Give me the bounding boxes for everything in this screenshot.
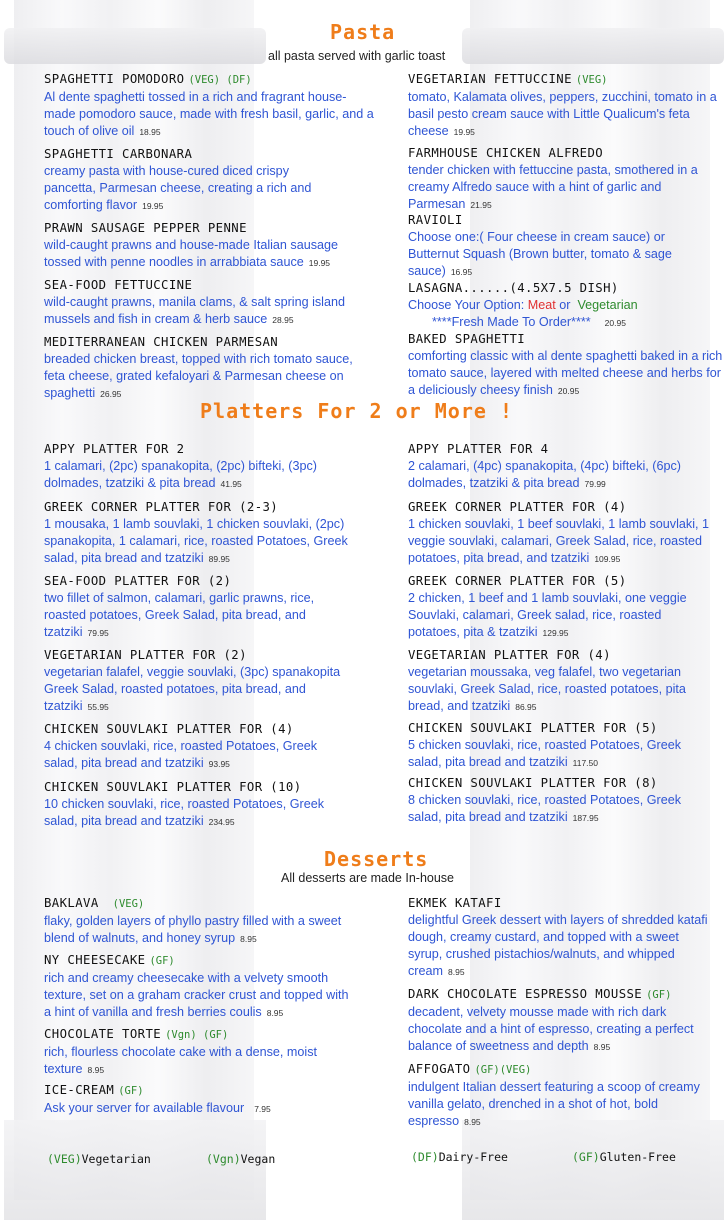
- item-price: 7.95: [254, 1104, 271, 1114]
- legend-gluten-free: [572, 1150, 676, 1164]
- legend-code: (VEG): [47, 1152, 82, 1166]
- item-name: VEGETARIAN FETTUCCINE: [408, 72, 572, 86]
- item-description: breaded chicken breast, topped with rich tomato sauce, feta cheese, grated kefaloyari & Parmesan cheese on spaghetti: [44, 352, 353, 400]
- menu-item: [44, 71, 374, 141]
- item-name: CHICKEN SOUVLAKI PLATTER FOR (10): [44, 780, 302, 794]
- item-description: 4 chicken souvlaki, rice, roasted Potatoes, Greek salad, pita bread and tzatziki: [44, 739, 317, 770]
- item-name: AFFOGATO: [408, 1062, 471, 1076]
- item-name: SPAGHETTI CARBONARA: [44, 147, 193, 161]
- item-description: flaky, golden layers of phyllo pastry filled with a sweet blend of walnuts, and honey syrup: [44, 914, 342, 945]
- item-price: 18.95: [139, 127, 161, 137]
- menu-item-lasagna: [408, 280, 723, 332]
- item-description: 8 chicken souvlaki, rice, roasted Potatoes, Greek salad, pita bread and tzatziki: [408, 793, 681, 824]
- item-price: 79.95: [87, 628, 109, 638]
- item-name: SEA-FOOD FETTUCCINE: [44, 278, 193, 292]
- legend-code: (Vgn): [206, 1152, 241, 1166]
- item-price: 41.95: [220, 479, 242, 489]
- item-description: 10 chicken souvlaki, rice, roasted Potatoes, Greek salad, pita bread and tzatziki: [44, 797, 325, 828]
- item-name: CHICKEN SOUVLAKI PLATTER FOR (5): [408, 721, 658, 735]
- legend-label: Vegetarian: [81, 1152, 151, 1166]
- item-description: tender chicken with fettuccine pasta, smothered in a creamy Alfredo sauce with a hint of garlic and Parmesan: [408, 163, 698, 211]
- item-price: 20.95: [604, 318, 626, 328]
- menu-item: [44, 1082, 384, 1118]
- menu-item: [408, 1061, 728, 1131]
- diet-tag: (GF): [646, 989, 672, 1001]
- item-price: 8.95: [87, 1065, 105, 1075]
- item-name: SEA-FOOD PLATTER FOR (2): [44, 574, 232, 588]
- diet-tag: (GF): [118, 1085, 144, 1097]
- item-description: vegetarian moussaka, veg falafel, two vegetarian souvlaki, Greek Salad, rice, roasted potatoes, pita bread, and tzatziki: [408, 665, 686, 713]
- item-name: DARK CHOCOLATE ESPRESSO MOUSSE: [408, 987, 643, 1001]
- menu-item: [408, 145, 728, 214]
- item-price: 79.99: [584, 479, 606, 489]
- item-description: 1 mousaka, 1 lamb souvlaki, 1 chicken souvlaki, (2pc) spanakopita, 1 calamari, rice, roasted Potatoes, Greek salad, pita bread and tzatziki: [44, 517, 348, 565]
- option-meat: Meat: [527, 298, 556, 312]
- item-name: RAVIOLI: [408, 213, 463, 227]
- menu-item: [408, 331, 728, 400]
- menu-item: [44, 277, 364, 329]
- item-price: 21.95: [470, 200, 492, 210]
- menu-item: [44, 721, 344, 773]
- item-price: 8.95: [266, 1008, 284, 1018]
- item-description: rich, flourless chocolate cake with a dense, moist texture: [44, 1045, 317, 1076]
- menu-item: [408, 775, 708, 827]
- item-name: APPY PLATTER FOR 4: [408, 442, 549, 456]
- legend-code: (DF): [411, 1150, 439, 1164]
- legend-dairy-free: [411, 1150, 508, 1164]
- item-description: decadent, velvety mousse made with rich dark chocolate and a hint of espresso, creating a perfect balance of sweetness and depth: [408, 1005, 694, 1053]
- item-price: 234.95: [208, 817, 235, 827]
- menu-item: [408, 895, 708, 981]
- item-price: 8.95: [448, 967, 465, 977]
- item-price: 117.50: [572, 758, 598, 768]
- platters-heading: Platters For 2 or More !: [200, 399, 513, 423]
- item-name: BAKED SPAGHETTI: [408, 332, 526, 346]
- item-price: 26.95: [100, 389, 122, 399]
- diet-tag: (VEG): [112, 898, 145, 910]
- menu-item: [408, 499, 728, 568]
- item-name: APPY PLATTER FOR 2: [44, 442, 185, 456]
- item-description: wild-caught prawns, manila clams, & salt spring island mussels and fish in cream & herb sauce: [44, 295, 345, 326]
- item-price: 109.95: [594, 554, 621, 564]
- diet-tag: (GF)(VEG): [474, 1064, 532, 1076]
- legend-vegan: [206, 1152, 275, 1166]
- item-price: 28.95: [272, 315, 294, 325]
- item-price: 8.95: [240, 934, 257, 944]
- menu-item: [408, 212, 708, 281]
- menu-item: [408, 71, 723, 141]
- legend-label: Dairy-Free: [438, 1150, 508, 1164]
- column-base-left: [4, 1120, 266, 1220]
- menu-item: [408, 720, 708, 772]
- item-name: SPAGHETTI POMODORO: [44, 72, 185, 86]
- option-vegetarian: Vegetarian: [577, 298, 638, 312]
- item-description: Al dente spaghetti tossed in a rich and fragrant house-made pomodoro sauce, made with fresh basil, garlic, and a touch of olive oil: [44, 90, 374, 138]
- menu-item: [44, 334, 354, 403]
- menu-item: [408, 986, 723, 1056]
- item-description: comforting classic with al dente spaghetti baked in a rich tomato sauce, layered with melted cheese and herbs for a deliciously cheesy finish: [408, 349, 723, 397]
- menu-item: [44, 779, 349, 831]
- item-description: two fillet of salmon, calamari, garlic prawns, rice, roasted potatoes, Greek Salad, pita bread, and tzatziki: [44, 591, 315, 639]
- item-price: 8.95: [464, 1117, 481, 1127]
- item-price: 187.95: [572, 813, 599, 823]
- diet-tag: (GF): [149, 955, 175, 967]
- item-price: 55.95: [87, 702, 109, 712]
- pasta-heading: Pasta: [330, 20, 396, 44]
- item-name: PRAWN SAUSAGE PEPPER PENNE: [44, 221, 247, 235]
- menu-item: [44, 573, 344, 642]
- item-price: 20.95: [557, 386, 580, 396]
- item-description: 1 calamari, (2pc) spanakopita, (2pc) bifteki, (3pc) dolmades, tzatziki & pita bread: [44, 459, 317, 490]
- legend-label: Gluten-Free: [599, 1150, 676, 1164]
- item-price: 129.95: [542, 628, 569, 638]
- item-price: 19.95: [308, 258, 331, 268]
- item-description: rich and creamy cheesecake with a velvety smooth texture, set on a graham cracker crust and topped with a hint of vanilla and fresh berries coulis: [44, 971, 349, 1019]
- item-name: GREEK CORNER PLATTER FOR (4): [408, 500, 627, 514]
- menu-item: [44, 895, 344, 948]
- menu-item: [408, 573, 708, 642]
- fresh-made-note: ****Fresh Made To Order****: [432, 315, 591, 329]
- legend-label: Vegan: [240, 1152, 276, 1166]
- item-description: tomato, Kalamata olives, peppers, zucchini, tomato in a basil pesto cream sauce with Little Qualicum's feta cheese: [408, 90, 717, 138]
- item-name: NY CHEESECAKE: [44, 953, 146, 967]
- item-name: EKMEK KATAFI: [408, 896, 502, 910]
- column-capital-left: [4, 28, 266, 64]
- menu-item: [408, 647, 713, 716]
- diet-tag: (VEG) (DF): [188, 74, 252, 86]
- menu-item: [44, 647, 369, 716]
- item-name: GREEK CORNER PLATTER FOR (5): [408, 574, 627, 588]
- item-name: CHICKEN SOUVLAKI PLATTER FOR (4): [44, 722, 294, 736]
- item-name: ICE-CREAM: [44, 1083, 115, 1097]
- menu-item: [44, 952, 354, 1022]
- item-name: MEDITERRANEAN CHICKEN PARMESAN: [44, 335, 279, 349]
- item-description: delightful Greek dessert with layers of shredded katafi dough, creamy custard, and topped with a sweet syrup, crushed pistachios/walnuts, and whipped cream: [408, 913, 708, 978]
- item-description: 5 chicken souvlaki, rice, roasted Potatoes, Greek salad, pita bread and tzatziki: [408, 738, 681, 769]
- column-capital-right: [462, 28, 724, 64]
- choose-option-label: Choose Your Option:: [408, 298, 525, 312]
- item-name: CHOCOLATE TORTE: [44, 1027, 162, 1041]
- item-price: 89.95: [208, 554, 230, 564]
- item-name: FARMHOUSE CHICKEN ALFREDO: [408, 146, 604, 160]
- desserts-heading: Desserts: [324, 847, 429, 871]
- item-name: LASAGNA......(4.5X7.5 DISH): [408, 281, 619, 295]
- item-price: 19.95: [142, 201, 164, 211]
- item-description: 1 chicken souvlaki, 1 beef souvlaki, 1 lamb souvlaki, 1 veggie souvlaki, calamari, Greek Salad, rice, roasted potatoes, pita bread, and tzatziki: [408, 517, 710, 565]
- item-description: vegetarian falafel, veggie souvlaki, (3pc) spanakopita Greek Salad, roasted potatoes, pita bread, and tzatziki: [44, 665, 341, 713]
- legend-vegetarian: [47, 1152, 151, 1166]
- item-name: VEGETARIAN PLATTER FOR (4): [408, 648, 611, 662]
- menu-item: [44, 441, 364, 493]
- item-name: CHICKEN SOUVLAKI PLATTER FOR (8): [408, 776, 658, 790]
- pasta-subtitle: all pasta served with garlic toast: [268, 49, 446, 63]
- item-name: GREEK CORNER PLATTER FOR (2-3): [44, 500, 279, 514]
- column-base-right: [462, 1120, 724, 1220]
- item-price: 86.95: [515, 702, 537, 712]
- menu-item: [44, 1026, 349, 1079]
- menu-item: [44, 499, 369, 568]
- item-description: creamy pasta with house-cured diced crispy pancetta, Parmesan cheese, creating a rich and comforting flavor: [44, 164, 312, 212]
- legend-code: (GF): [572, 1150, 600, 1164]
- item-description: Ask your server for available flavour: [44, 1101, 245, 1115]
- item-price: 16.95: [450, 267, 473, 277]
- item-price: 93.95: [208, 759, 230, 769]
- item-name: VEGETARIAN PLATTER FOR (2): [44, 648, 247, 662]
- diet-tag: (VEG): [575, 74, 608, 86]
- item-description: 2 calamari, (4pc) spanakopita, (4pc) bifteki, (6pc) dolmades, tzatziki & pita bread: [408, 459, 681, 490]
- item-description: Choose one:( Four cheese in cream sauce) or Butternut Squash (Brown butter, tomato & sage sauce): [408, 230, 672, 278]
- item-name: BAKLAVA: [44, 896, 99, 910]
- diet-tag: (Vgn) (GF): [165, 1029, 229, 1041]
- item-description: 2 chicken, 1 beef and 1 lamb souvlaki, one veggie Souvlaki, calamari, Greek salad, rice, roasted potatoes, pita & tzatziki: [408, 591, 687, 639]
- menu-item: [408, 441, 713, 493]
- menu-item: [44, 146, 344, 215]
- menu-item: [44, 220, 374, 272]
- desserts-subtitle: All desserts are made In-house: [281, 871, 455, 885]
- item-price: 19.95: [453, 127, 475, 137]
- item-description: wild-caught prawns and house-made Italian sausage tossed with penne noodles in arrabbiata sauce: [44, 238, 339, 269]
- item-description: indulgent Italian dessert featuring a scoop of creamy vanilla gelato, drenched in a shot of hot, bold espresso: [408, 1080, 700, 1128]
- item-price: 8.95: [593, 1042, 611, 1052]
- option-or: or: [559, 298, 571, 312]
